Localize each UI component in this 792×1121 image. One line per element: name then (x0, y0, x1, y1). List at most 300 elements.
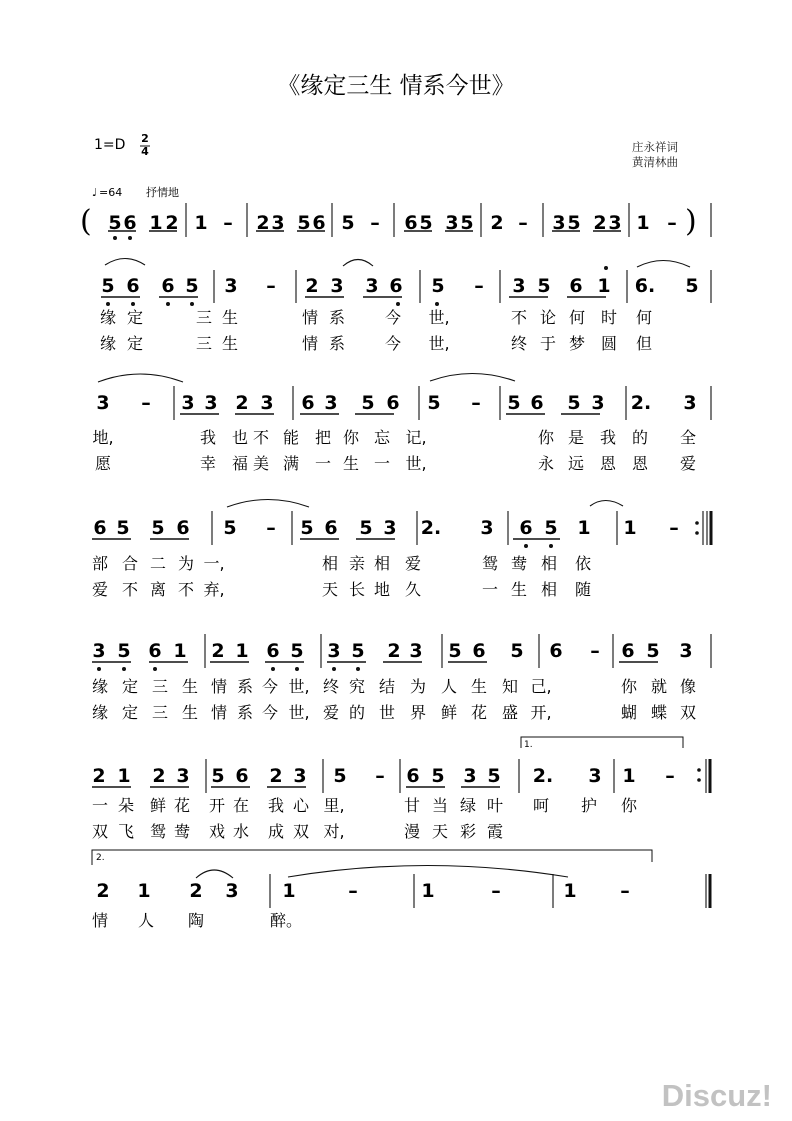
lyric-syllable: 今 (261, 703, 279, 722)
note: 6 (324, 517, 338, 539)
note: 3 (679, 640, 693, 662)
lyric-syllable: 绿 (459, 796, 477, 815)
lyric-syllable: 但 (635, 334, 653, 353)
note: 1 (421, 880, 435, 902)
note: 1 (235, 640, 249, 662)
lyric-syllable: 当 (431, 796, 449, 815)
lyric-syllable: 终 (510, 334, 528, 353)
lyric-syllable: 三 (151, 677, 169, 696)
lyric-syllable: 一 (91, 796, 109, 815)
lyric-syllable: 你 (342, 428, 360, 447)
lyric-syllable: 花 (470, 703, 488, 722)
dash-extension: – (667, 212, 677, 234)
svg-text:♩: ♩ (92, 186, 98, 199)
note: 3 (463, 765, 477, 787)
dash-extension: – (370, 212, 380, 234)
lyric-syllable: 爱 (91, 580, 109, 599)
lyric-syllable: 天 (431, 822, 449, 841)
lyric-syllable: 漫 (403, 822, 421, 841)
lyric-syllable: 合 (121, 554, 139, 573)
note: 5 (460, 212, 474, 234)
note: 5 (685, 275, 699, 297)
lyric-syllable: 三 (195, 334, 213, 353)
note: 6 (176, 517, 190, 539)
lyric-syllable: 今 (261, 677, 279, 696)
note: 3 (224, 275, 238, 297)
lyric-syllable: 在 (232, 796, 250, 815)
lyric-syllable: 护 (580, 796, 598, 815)
note: 3 (409, 640, 423, 662)
lyric-syllable: 界 (409, 703, 427, 722)
lyric-syllable: 生 (221, 308, 239, 327)
svg-text:2: 2 (141, 132, 149, 145)
note: 6 (148, 640, 162, 662)
note: 2 (96, 880, 110, 902)
lyric-syllable: 蝴 (620, 703, 638, 722)
lyric-syllable: 生 (342, 454, 360, 473)
note: 5 (448, 640, 462, 662)
note: 5 (431, 765, 445, 787)
notation-line-2 (101, 275, 698, 297)
lyric-syllable: 结 (378, 677, 396, 696)
lyric-syllable: 缘 (99, 308, 117, 327)
composer-credit: 黄清林曲 (632, 155, 678, 169)
lyric-syllable: 系 (236, 703, 254, 722)
lyric-syllable: 双 (292, 822, 310, 841)
note: 1 (137, 880, 151, 902)
note: 6 (569, 275, 583, 297)
note: 5 (544, 517, 558, 539)
note: 2. (532, 765, 554, 787)
note: 2 (211, 640, 225, 662)
note: 6 (312, 212, 326, 234)
note: 6 (93, 517, 107, 539)
note: 3 (608, 212, 622, 234)
note: 5 (507, 392, 521, 414)
lyric-syllable: 梦 (568, 334, 586, 353)
note: 2. (420, 517, 442, 539)
note: 3 (181, 392, 195, 414)
note: 5 (567, 392, 581, 414)
note: 5 (646, 640, 660, 662)
time-signature (140, 132, 150, 158)
note: 3 (588, 765, 602, 787)
lyric-syllable: 生 (510, 580, 528, 599)
note: 2. (630, 392, 652, 414)
lyric-syllable: 甘 (403, 796, 421, 815)
note: 1 (194, 212, 208, 234)
note: 5 (290, 640, 304, 662)
lyric-syllable: 久 (404, 580, 422, 599)
note: 5 (116, 517, 130, 539)
dash-extension: – (620, 880, 630, 902)
note: 5 (341, 212, 355, 234)
lyric-syllable: 你 (620, 677, 638, 696)
lyric-syllable: 美 (252, 454, 270, 473)
note: 3 (383, 517, 397, 539)
svg-text:4: 4 (141, 145, 149, 158)
lyric-syllable: 终 (322, 677, 340, 696)
lyric-syllable: 不 (121, 580, 139, 599)
note: 5 (151, 517, 165, 539)
lyric-syllable: 鸳 (481, 554, 499, 573)
lyric-syllable: 情 (301, 308, 319, 327)
lyric-syllable: 系 (328, 308, 346, 327)
lyric-syllable: 今 (384, 308, 402, 327)
lyrics-line-4 (92, 554, 591, 599)
note: 6 (235, 765, 249, 787)
lyric-syllable: 定 (121, 703, 139, 722)
lyric-syllable: 定 (126, 308, 144, 327)
note: 3 (225, 880, 239, 902)
notation-line-7 (96, 880, 629, 902)
tempo-marking (92, 185, 179, 199)
note: 2 (235, 392, 249, 414)
lyric-syllable: 我 (599, 428, 617, 447)
note: 3 (96, 392, 110, 414)
lyric-syllable: 不 (510, 308, 528, 327)
lyric-syllable: 忘 (373, 428, 391, 447)
lyric-syllable: 水 (232, 822, 250, 841)
lyric-syllable: 世, (288, 703, 310, 722)
lyric-syllable: 一 (481, 580, 499, 599)
lyric-syllable: 恩 (631, 454, 649, 473)
note: 3 (330, 275, 344, 297)
note: 5 (297, 212, 311, 234)
discuz-watermark: Discuz! (661, 1078, 772, 1113)
lyric-syllable: 就 (650, 677, 668, 696)
note: 3 (204, 392, 218, 414)
lyric-syllable: 双 (91, 822, 109, 841)
note: 5 (351, 640, 365, 662)
lyric-syllable: 也 (231, 428, 249, 447)
lyric-syllable: 远 (567, 454, 585, 473)
intro-close-paren: ) (685, 204, 697, 239)
lyric-syllable: 相 (540, 554, 558, 573)
lyric-syllable: 人 (440, 677, 458, 696)
dash-extension: – (590, 640, 600, 662)
lyric-syllable: 开 (208, 796, 226, 815)
note: 1 (173, 640, 187, 662)
lyric-syllable: 弃, (203, 580, 225, 599)
lyric-syllable: 世, (428, 334, 450, 353)
lyric-syllable: 彩 (459, 822, 477, 841)
lyric-syllable: 愿 (94, 454, 112, 473)
lyric-syllable: 陶 (187, 911, 205, 930)
note: 1 (623, 517, 637, 539)
lyrics-line-7 (92, 911, 302, 930)
note: 6 (519, 517, 533, 539)
lyric-syllable: 地, (92, 428, 114, 447)
lyric-syllable: 霞 (486, 822, 504, 841)
note: 5 (487, 765, 501, 787)
note-high-octave: 1 (597, 275, 611, 297)
note: 2 (305, 275, 319, 297)
lyric-syllable: 醉。 (269, 911, 303, 930)
lyric-syllable: 系 (236, 677, 254, 696)
lyric-syllable: 世, (288, 677, 310, 696)
dash-extension: – (471, 392, 481, 414)
note: 3 (480, 517, 494, 539)
note: 5 (419, 212, 433, 234)
note: 5 (211, 765, 225, 787)
lyric-syllable: 圆 (600, 334, 618, 353)
lyric-syllable: 生 (181, 677, 199, 696)
lyric-syllable: 幸 (199, 454, 217, 473)
lyric-syllable: 花 (173, 796, 191, 815)
lyric-syllable: 不 (177, 580, 195, 599)
note: 6 (389, 275, 403, 297)
lyric-syllable: 相 (540, 580, 558, 599)
lyric-syllable: 天 (321, 580, 339, 599)
lyric-syllable: 鸳 (149, 822, 167, 841)
lyric-syllable: 永 (537, 454, 555, 473)
note: 1 (636, 212, 650, 234)
note: 2 (490, 212, 504, 234)
note: 6 (404, 212, 418, 234)
lyric-syllable: 不 (252, 428, 270, 447)
note: 5 (361, 392, 375, 414)
note: 1 (117, 765, 131, 787)
lyric-syllable: 飞 (117, 822, 135, 841)
lyric-syllable: 盛 (501, 703, 519, 722)
note: 2 (165, 212, 179, 234)
note: 5 (427, 392, 441, 414)
lyric-syllable: 己, (530, 677, 552, 696)
note: 6 (472, 640, 486, 662)
note: 6 (126, 275, 140, 297)
lyric-syllable: 依 (574, 554, 592, 573)
lyric-syllable: 记, (405, 428, 427, 447)
lyric-syllable: 知 (501, 677, 519, 696)
notation-line-3 (96, 392, 696, 414)
dash-extension: – (665, 765, 675, 787)
dash-extension: – (491, 880, 501, 902)
lyric-syllable: 你 (620, 796, 638, 815)
note: 6 (123, 212, 137, 234)
dash-extension: – (348, 880, 358, 902)
note: 6 (549, 640, 563, 662)
lyric-syllable: 成 (267, 822, 285, 841)
lyric-syllable: 双 (679, 703, 697, 722)
note: 5 (108, 212, 122, 234)
lyric-syllable: 三 (151, 703, 169, 722)
notation-line-intro (108, 212, 676, 234)
lyric-syllable: 生 (221, 334, 239, 353)
lyric-syllable: 一 (373, 454, 391, 473)
note: 5 (101, 275, 115, 297)
lyric-syllable: 部 (91, 554, 109, 573)
lyric-syllable: 心 (292, 796, 310, 815)
lyric-syllable: 时 (600, 308, 618, 327)
lyric-syllable: 鲜 (149, 796, 167, 815)
lyric-syllable: 蝶 (650, 703, 668, 722)
lyric-syllable: 鸯 (510, 554, 528, 573)
note: 5 (567, 212, 581, 234)
volta-second-label: 2. (96, 853, 105, 863)
volta-first-label: 1. (524, 740, 533, 750)
note: 6 (530, 392, 544, 414)
lyric-syllable: 论 (539, 308, 557, 327)
svg-text:=64: =64 (99, 186, 123, 199)
lyrics-line-2 (100, 308, 652, 353)
lyric-syllable: 我 (267, 796, 285, 815)
note: 3 (176, 765, 190, 787)
note: 2 (593, 212, 607, 234)
lyric-syllable: 何 (635, 308, 653, 327)
lyric-syllable: 三 (195, 308, 213, 327)
lyrics-line-3 (92, 428, 696, 473)
lyric-syllable: 世, (405, 454, 427, 473)
lyric-syllable: 世, (428, 308, 450, 327)
lyric-syllable: 缘 (91, 703, 109, 722)
note: 2 (387, 640, 401, 662)
lyric-syllable: 爱 (404, 554, 422, 573)
lyric-syllable: 究 (348, 677, 366, 696)
lyric-syllable: 情 (210, 703, 228, 722)
lyric-syllable: 的 (348, 703, 366, 722)
note: 3 (327, 640, 341, 662)
dash-extension: – (223, 212, 233, 234)
note: 5 (185, 275, 199, 297)
note: 5 (537, 275, 551, 297)
lyric-syllable: 能 (282, 428, 300, 447)
lyric-syllable: 把 (314, 428, 332, 447)
lyric-syllable: 生 (470, 677, 488, 696)
note: 6 (266, 640, 280, 662)
note: 2 (269, 765, 283, 787)
note: 2 (256, 212, 270, 234)
lyric-syllable: 里, (323, 796, 345, 815)
svg-text:抒情地: 抒情地 (146, 186, 179, 199)
dash-extension: – (375, 765, 385, 787)
lyric-syllable: 何 (568, 308, 586, 327)
note: 1 (622, 765, 636, 787)
lyric-syllable: 缘 (99, 334, 117, 353)
note: 5 (117, 640, 131, 662)
lyric-syllable: 全 (679, 428, 697, 447)
lyric-syllable: 像 (679, 677, 697, 696)
note: 6. (634, 275, 656, 297)
lyric-syllable: 情 (91, 911, 109, 930)
lyric-syllable: 二 (149, 554, 167, 573)
lyric-syllable: 戏 (208, 822, 226, 841)
note: 3 (683, 392, 697, 414)
lyric-syllable: 爱 (679, 454, 697, 473)
note: 1 (149, 212, 163, 234)
lyric-syllable: 鲜 (440, 703, 458, 722)
lyrics-line-6 (92, 796, 638, 841)
note: 3 (260, 392, 274, 414)
lyric-syllable: 相 (373, 554, 391, 573)
lyric-syllable: 一, (203, 554, 225, 573)
lyric-syllable: 情 (301, 334, 319, 353)
lyrics-line-5 (92, 677, 696, 722)
lyric-syllable: 今 (384, 334, 402, 353)
notation-line-6 (92, 765, 674, 787)
lyric-syllable: 相 (321, 554, 339, 573)
lyric-syllable: 系 (328, 334, 346, 353)
lyric-syllable: 离 (149, 580, 167, 599)
note: 5 (359, 517, 373, 539)
note: 5 (510, 640, 524, 662)
note: 3 (365, 275, 379, 297)
lyric-syllable: 为 (177, 554, 195, 573)
lyric-syllable: 朵 (117, 796, 135, 815)
lyric-syllable: 爱 (322, 703, 340, 722)
lyric-syllable: 人 (137, 911, 155, 930)
lyric-syllable: 你 (537, 428, 555, 447)
lyric-syllable: 情 (210, 677, 228, 696)
note: 3 (512, 275, 526, 297)
note: 6 (406, 765, 420, 787)
note: 6 (621, 640, 635, 662)
note: 6 (301, 392, 315, 414)
lyric-syllable: 叶 (486, 796, 504, 815)
notation-line-5 (92, 640, 692, 662)
lyricist-credit: 庄永祥词 (632, 140, 678, 154)
note: 3 (445, 212, 459, 234)
note: 5 (300, 517, 314, 539)
note: 2 (92, 765, 106, 787)
intro-open-paren: ( (80, 204, 92, 239)
lyric-syllable: 定 (126, 334, 144, 353)
dash-extension: – (141, 392, 151, 414)
lyric-syllable: 福 (231, 454, 249, 473)
lyric-syllable: 地 (373, 580, 391, 599)
note: 5 (431, 275, 445, 297)
lyric-syllable: 满 (282, 454, 300, 473)
note: 1 (563, 880, 577, 902)
note: 3 (271, 212, 285, 234)
dash-extension: – (518, 212, 528, 234)
dash-extension: – (266, 275, 276, 297)
notation-line-4 (93, 517, 678, 539)
lyric-syllable: 鸯 (173, 822, 191, 841)
lyric-syllable: 世 (378, 703, 396, 722)
note: 3 (92, 640, 106, 662)
lyric-syllable: 是 (567, 428, 585, 447)
lyric-syllable: 长 (348, 580, 366, 599)
key-signature: 1=D (94, 137, 126, 153)
dash-extension: – (474, 275, 484, 297)
note: 3 (591, 392, 605, 414)
note: 6 (386, 392, 400, 414)
lyric-syllable: 定 (121, 677, 139, 696)
lyric-syllable: 于 (539, 334, 557, 353)
lyric-syllable: 呵 (532, 796, 550, 815)
dash-extension: – (669, 517, 679, 539)
dash-extension: – (266, 517, 276, 539)
note: 1 (577, 517, 591, 539)
lyric-syllable: 亲 (348, 554, 366, 573)
lyric-syllable: 开, (530, 703, 552, 722)
note: 3 (293, 765, 307, 787)
note: 2 (189, 880, 203, 902)
lyric-syllable: 一 (314, 454, 332, 473)
note: 3 (324, 392, 338, 414)
note: 5 (333, 765, 347, 787)
lyric-syllable: 我 (199, 428, 217, 447)
lyric-syllable: 恩 (599, 454, 617, 473)
lyric-syllable: 对, (323, 822, 345, 841)
song-title: 《缘定三生 情系今世》 (277, 73, 515, 99)
lyric-syllable: 为 (409, 677, 427, 696)
note: 3 (552, 212, 566, 234)
note: 1 (282, 880, 296, 902)
note: 6 (161, 275, 175, 297)
lyric-syllable: 生 (181, 703, 199, 722)
